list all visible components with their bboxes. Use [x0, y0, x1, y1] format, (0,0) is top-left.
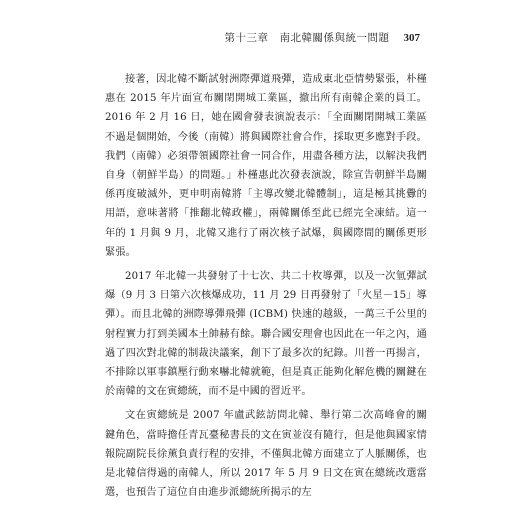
- page-number: 307: [403, 32, 420, 44]
- body-text: [105, 70, 427, 507]
- paragraph-3: 文在寅總統是 2007 年盧武鉉訪問北韓、舉行第二次高峰會的關鍵角色，當時擔任青瓦臺秘書長的文在寅並沒有隨行，但是他與國家情報院副院長徐薰負責行程的安排，不僅與北韓方面建立了人脈關係，也是北韓信得過的南韓人，所以 2017 年 5 月 9 日文在寅在總統改選當選，也預告了這位自由進步派總統所揭示的左: [105, 410, 427, 499]
- paragraph-2: 2017 年北韓一共發射了十七次、共二十枚導彈，以及一次氫彈試爆（9 月 3 日第六次核爆成功，11 月 29 日再發射了「火星－15」導彈）。而且北韓的洲際導彈飛彈 (ICBM) 快速的越級，一萬三千公里的射程實力打到美國本土帥赫有餘。聯合國安理會也因此在一年之內，通過了四次對北韓的制裁決議案，創下了最多次的紀錄。川普一再揚言，不排除以軍事鎮壓行動來嚇北韓就範，但是真正能夠化解危機的關鍵在於南韓的文在寅總統，而不是中國的習近平。: [105, 271, 427, 398]
- running-header: [225, 30, 421, 45]
- chapter-title: 第十三章 南北韓關係與統一問題: [224, 32, 390, 44]
- paragraph-1: 接著，因北韓不斷試射洲際彈道飛彈，造成東北亞情勢緊張，朴槿惠在 2015 年片面宣布關閉開城工業區，撤出所有南韓企業的員工。2016 年 2 月 16 日，她在國會發表演說表示：「全面關閉開城工業區不過是個開始，今後（南韓）將與國際社會合作，採取更多應對手段。我們（南韓）必須帶領國際社會一同合作，用盡各種方法，以解決我們自身（朝鮮半島）的問題。」朴槿惠此次發表演說，除宣告朝鮮半島關係再度破滅外，更申明南韓將「主導改變北韓體制」，這是極其挑釁的用語，意味著將「推翻北韓政權」，兩韓關係至此已經完全凍結。這一年的 1 月與 9 月，北韓又進行了兩次核子試爆，與國際間的關係更形緊張。: [105, 74, 427, 258]
